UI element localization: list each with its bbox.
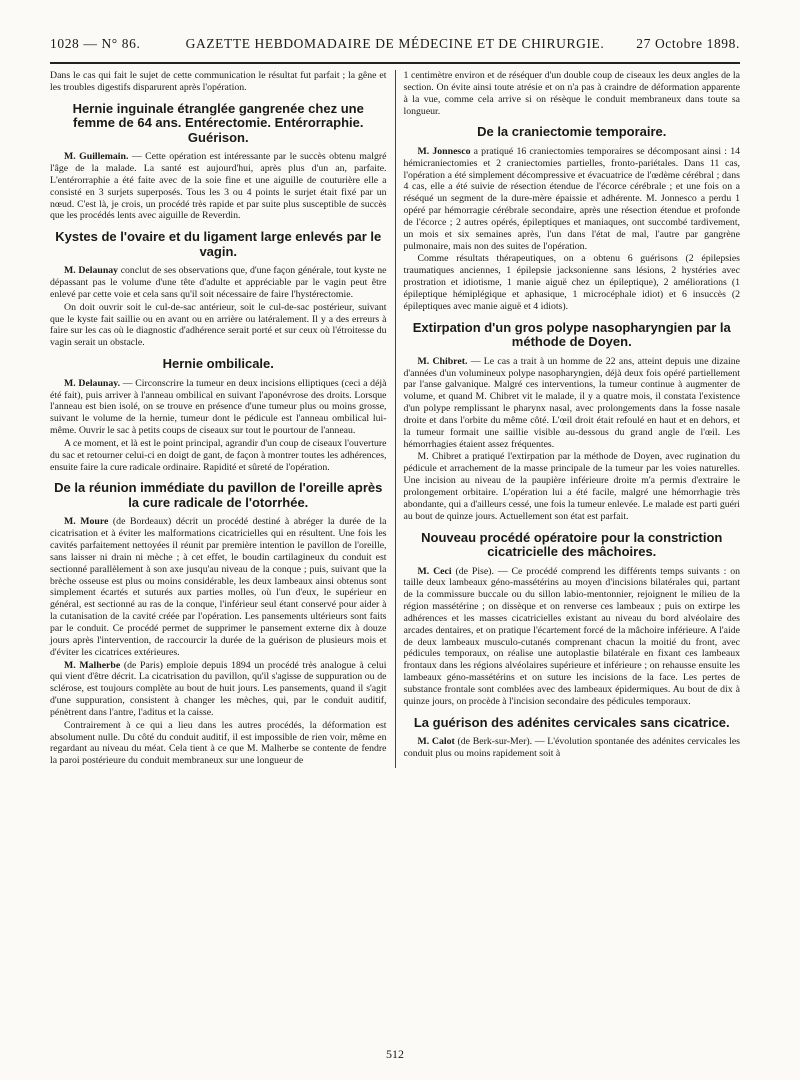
paragraph-text: (de Paris) emploie depuis 1894 un procédé très analogue à celui qui vient d'être décrit. La cicatrisation du pavillon, qu'il s'agisse de suppuration ou de sclérose, est toujours complète au bout de huit jours. Les pansements, quand il s'agit d'une suppuration, consistent à changer les mèches, qui, par le conduit auditif, pénètrent dans l'antre, l'aditus et la caisse. [50, 659, 387, 718]
author-name: M. Ceci [417, 565, 452, 577]
section-title: De la réunion immédiate du pavillon de l'oreille après la cure radicale de l'otorrhée. [54, 480, 383, 510]
paragraph-text: conclut de ses observations que, d'une façon générale, tout kyste ne dépassant pas le volume d'une tête d'adulte et appréciable par le vagin peut être enlevé par cette voie et cela sans qu'il soit nécessaire de faire l'hystérectomie. [50, 265, 387, 300]
paragraph-text: — Le cas a trait à un homme de 22 ans, atteint depuis une dizaine d'années d'un volumineux polype nasopharyngien, déjà deux fois opéré partiellement par l'anse galvanique. Malgré ces interventions, la tumeur continue à augmenter de volume, et quand M. Chibret vit le malade, il y a quatre mois, il constata l'existence d'un polype remplissant le pharynx nasal, avec prolongements dans la fosse nasale droite et dans l'orbite du même côté. L'œil droit était refoulé en haut et en dehors, et la tumeur formait une saillie visible au-dessous du grand angle de l'œil. Les hémorrhagies étaient assez fréquentes. [403, 355, 740, 450]
author-name: M. Delaunay. [64, 377, 121, 389]
paragraph-text: a pratiqué 16 craniectomies temporaires se décomposant ainsi : 14 hémicraniectomies et 2 craniectomies partielles, fronto-pariétales. Dans 11 cas, l'opération a été simplement décompressive et évacuatrice de l'œdème cérébral ; dans 4 cas, elle a été suivie de résection étendue de l'écorce cérébrale ; et une fois on a réséqué un segment de la dure-mère épaissie et adhérente. M. Jonnesco a perdu 1 opéré par hémorragie cérébrale secondaire, après une résection étendue et profonde de l'écorce ; 2 autres opérés, épileptiques et maniaques, ont succombé tardivement, un mois et six semaines après, l'un dans l'état de mal, l'autre par gangrène pulmonaire, mais non des suites de l'opération. [403, 145, 740, 252]
paragraph [404, 253, 741, 312]
paragraph [50, 438, 387, 474]
author-name: M. Calot [417, 736, 455, 748]
author-name: M. Chibret. [417, 355, 468, 367]
paragraph-text: On doit ouvrir soit le cul-de-sac antérieur, soit le cul-de-sac postérieur, suivant que le kyste fait saillie ou en avant ou en arrière ou latéralement. Il y a des erreurs à faire sur les cas où le diagnostic d'adhérence serait porté et sur ceux où l'étroitesse du vagin serait un obstacle. [50, 301, 387, 349]
section-title: Hernie inguinale étranglée gangrenée chez une femme de 64 ans. Entérectomie. Entérorraphie. Guérison. [72, 100, 364, 145]
author-name: M. Malherbe [64, 659, 121, 671]
author-name: M. Delaunay [64, 265, 119, 277]
paragraph-text: A ce moment, et là est le point principal, agrandir d'un coup de ciseaux l'ouverture du sac et retourner celui-ci en doigt de gant, de façon à montrer toutes les adhérences, ensuite faire la cure radicale ordinaire. Rapidité et sûreté de l'opération. [50, 437, 387, 473]
paragraph-text: — Cette opération est intéressante par le succès obtenu malgré l'âge de la malade. La santé est aujourd'hui, après plus d'un an, parfaite. L'entérorraphie a été faite avec de la soie fine et une aiguille de couturière elle a consisté en 3 surjets superposés. Tous les 3 ou 4 points le surjet était fixé par un nœud. C'est là, je crois, un procédé très rapide et par suite plus susceptible de succès que les procédés lents avec aiguille de Reverdin. [50, 151, 387, 222]
author-name: M. Moure [64, 516, 109, 528]
paragraph [50, 660, 387, 719]
right-intro-paragraph: 1 centimètre environ et de réséquer d'un double coup de ciseaux les deux angles de la section. On évite ainsi toute atrésie et on n'a pas à craindre de déformation apparente à la vue, comme cela arrive si on résèque le conduit membraneux dans toute sa longueur. [403, 70, 740, 117]
running-header [50, 30, 740, 56]
section-title: Extirpation d'un gros polype nasopharyngien par la méthode de Doyen. [412, 319, 731, 350]
left-column [50, 70, 396, 768]
author-name: M. Jonnesco [417, 145, 471, 157]
paragraph [50, 378, 387, 437]
paragraph-text: — Circonscrire la tumeur en deux incisions elliptiques (ceci a déjà été fait), puis arriver à l'anneau ombilical en suivant l'aponévrose des droits. Lorsque l'anneau est bien isolé, on se trouve en présence d'une tumeur plus ou moins grosse, suivant le volume de la hernie, tumeur dont le pédicule est l'anneau ombilical lui-même. Ouvrir le sac à petits coups de ciseaux sur tout le pourtour de l'anneau. [50, 377, 387, 437]
paragraph [404, 736, 741, 760]
paragraph [404, 356, 741, 451]
paragraph [50, 151, 387, 222]
section-title: De la craniectomie temporaire. [477, 124, 667, 140]
folio: 512 [386, 1047, 404, 1061]
issue-date: 27 Octobre 1898. [636, 36, 740, 51]
paragraph [50, 265, 387, 301]
header-rule [50, 62, 740, 64]
author-name: M. Guillemain. [64, 151, 129, 163]
paragraph [404, 146, 741, 253]
section-title: Kystes de l'ovaire et du ligament large enlevés par le vagin. [55, 229, 382, 259]
paragraph-text: Contrairement à ce qui a lieu dans les autres procédés, la déformation est absolument nulle. Du côté du conduit auditif, il est impossible de rien voir, même en regardant au niveau du méat. Cela tient à ce que M. Malherbe se contente de fendre la paroi postérieure du conduit membraneux sur une longueur de [50, 719, 387, 767]
journal-title: GAZETTE HEBDOMADAIRE DE MÉDECINE ET DE CHIRURGIE. [185, 36, 605, 51]
journal-page [50, 30, 740, 1070]
paragraph-text: (de Pise). — Ce procédé comprend les différents temps suivants : on taille deux lambeaux géno-massétérins au moyen d'incisions bilatérales qui, partant de la commissure buccale ou du sillon labio-mentonnier, rejoignent le milieu de la région massétérine ; on dissèque et on renverse ces lambeaux ; puis on extirpe les adhérences et les masses cicatricielles existant au niveau du bord alvéolaire des arcades dentaires, et on pratique l'écartement forcé de la mâchoire inférieure. A l'aide de deux lambeaux musculo-cutanés comprenant chacun la moitié du front, avec pédicules temporaux, on réalise une autoplastie bilatérale en fixant ces lambeaux frontaux dans les régions alvéolaires supérieure et inférieure ; on rehausse ensuite les lambeaux géno-massétérins et on suture les incisions de la face. Les pertes de substance frontale sont comblées avec des lambeaux épidermiques. Au bout de dix à quinze jours, on procède à l'incision secondaire des pédicules temporaux. [403, 565, 741, 707]
paragraph [404, 566, 741, 708]
paragraph [404, 451, 741, 522]
paragraph [50, 720, 387, 767]
two-column-body [50, 70, 740, 768]
section-title: Hernie ombilicale. [162, 356, 274, 372]
section-title: La guérison des adénites cervicales sans cicatrice. [413, 714, 730, 730]
paragraph [50, 516, 387, 658]
left-intro-paragraph: Dans le cas qui fait le sujet de cette communication le résultat fut parfait ; la gêne et les troubles digestifs disparurent après l'opération. [50, 70, 387, 93]
page-number: 1028 — N° 86. [50, 36, 141, 51]
paragraph-text: (de Berk-sur-Mer). — L'évolution spontanée des adénites cervicales les conduit plus ou moins rapidement soit à [403, 736, 740, 759]
section-title: Nouveau procédé opératoire pour la constriction cicatricielle des mâchoires. [421, 529, 723, 559]
paragraph-text: M. Chibret a pratiqué l'extirpation par la méthode de Doyen, avec rugination du pédicule et arrachement de la masse principale de la tumeur par les voies naturelles. Une incision au niveau de la paupière inférieure droite m'a permis d'extraire le prolongement orbitaire. L'opération lui a été facile, malgré une hémorrhagie très abondante, qui a d'ailleurs cessé, une fois la tumeur enlevée. Le malade est parti guéri au bout de quinze jours. Actuellement son état est parfait. [403, 451, 740, 522]
paragraph [50, 302, 387, 349]
paragraph-text: (de Bordeaux) décrit un procédé destiné à abréger la durée de la cicatrisation et à éviter les malformations cicatricielles qui en résultent. Une fois les cavités parfaitement nettoyées il réunit par première intention le pavillon de l'oreille, sans laisser ni drain ni mèche ; à cet effet, le boudin cartilagineux du conduit est sectionné parallèlement à son axe jusqu'au niveau de la conque ; puis, suivant que la brèche osseuse est plus ou moins considérable, les deux lambeaux ainsi obtenus sont simplement écartés et suturés aux parties molles, où l'un d'eux, le supérieur en général, est sectionné au ras de la conque, l'inférieur seul étant conservé pour aider à la cutanisation de la cavité créée par l'opération. Les pansements ultérieurs sont faits par le conduit. Ce procédé permet de supprimer le pansement externe dix à douze jours après l'intervention, de raccourcir la durée de la guérison de plusieurs mois et d'éviter les cicatrices extérieures. [50, 516, 387, 658]
paragraph-text: Comme résultats thérapeutiques, on a obtenu 6 guérisons (2 épilepsies traumatiques anciennes, 1 épilepsie jacksonienne sans lésions, 2 hystéries avec prostration et idiotisme, 1 manie aiguë chez un épileptique), 2 améliorations (1 épileptique hémiplégique et aphasique, 1 microcéphale idiot) et 6 insuccès (2 épileptiques avec manie aiguë et 4 idiots). [403, 253, 740, 312]
right-column [396, 70, 741, 768]
